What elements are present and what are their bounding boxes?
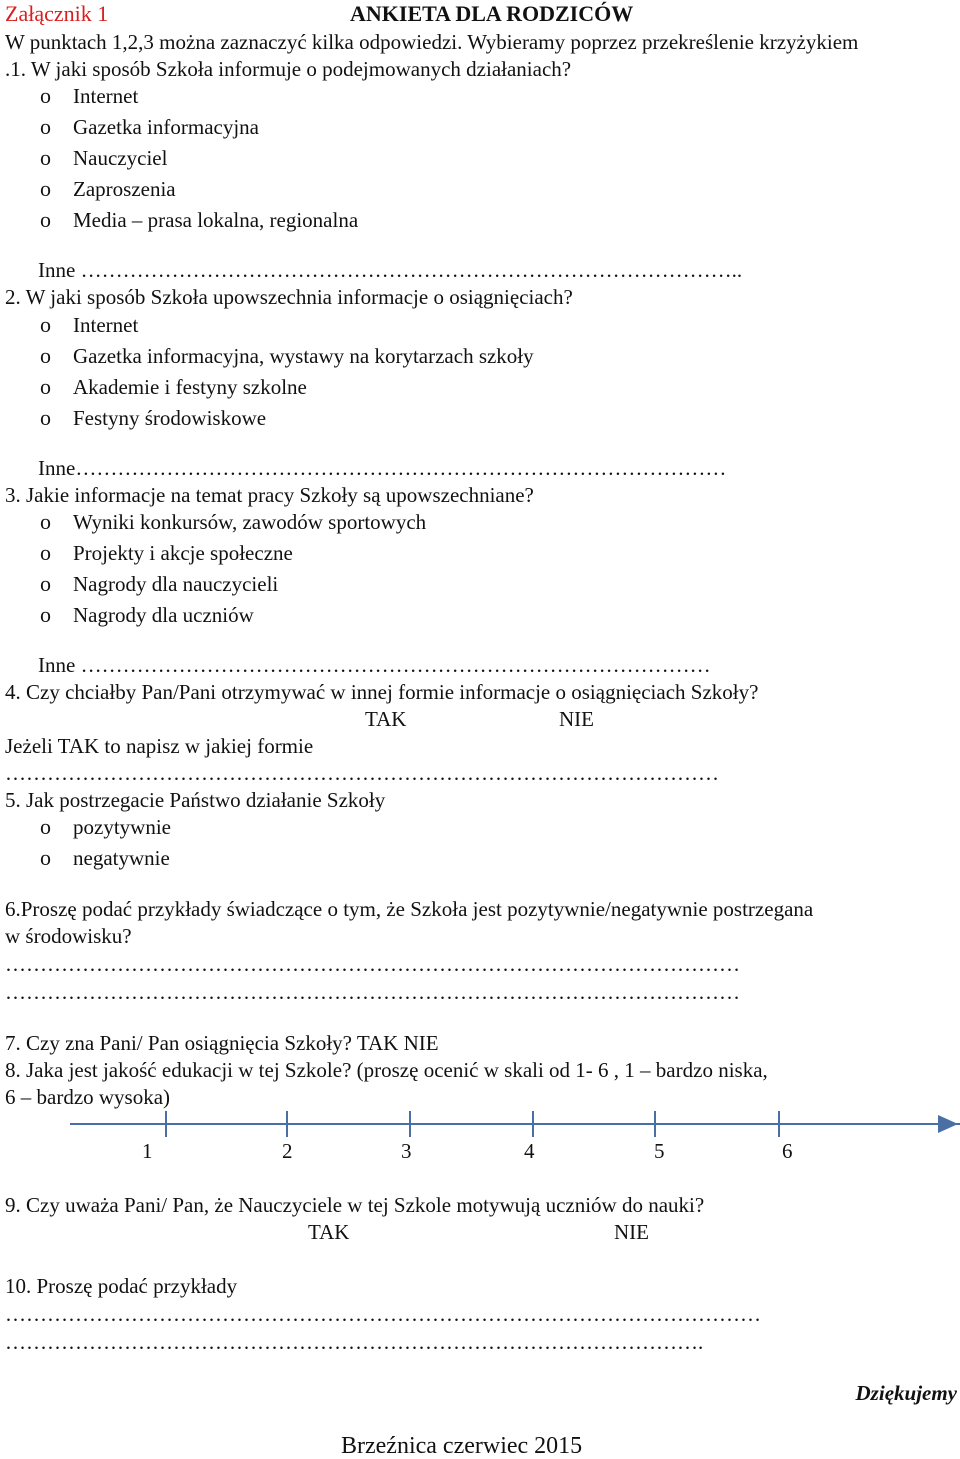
q4-answer-line[interactable]: ………………………………………………………………………………………… <box>5 761 719 785</box>
q5-option-pozytywnie[interactable]: pozytywnie <box>73 815 171 839</box>
q2-option-internet[interactable]: Internet <box>73 313 139 337</box>
question-3: 3. Jakie informacje na temat pracy Szkoły są upowszechniane? <box>5 483 534 507</box>
place-date: Brzeźnica czerwiec 2015 <box>341 1433 583 1459</box>
q3-option-wyniki[interactable]: Wyniki konkursów, zawodów sportowych <box>73 510 427 534</box>
question-10: 10. Proszę podać przykłady <box>5 1274 238 1298</box>
q9-yes-option[interactable]: TAK <box>308 1220 350 1244</box>
q3-option-nagrody-uczniow[interactable]: Nagrody dla uczniów <box>73 603 254 627</box>
q1-option-zaproszenia[interactable]: Zaproszenia <box>73 177 176 201</box>
bullet-icon: o <box>40 312 51 337</box>
bullet-icon: o <box>40 207 51 232</box>
scale-tick <box>778 1111 780 1137</box>
q10-answer-line-1[interactable]: ……………………………………………………………………………………………… <box>5 1302 761 1326</box>
scale-value-6[interactable]: 6 <box>782 1139 793 1163</box>
bullet-icon: o <box>40 814 51 839</box>
question-6: 6.Proszę podać przykłady świadczące o tym, że Szkoła jest pozytywnie/negatywnie postrzegana <box>5 897 814 921</box>
bullet-icon: o <box>40 540 51 565</box>
q2-option-gazetka[interactable]: Gazetka informacyjna, wystawy na korytarzach szkoły <box>73 344 534 368</box>
scale-value-5[interactable]: 5 <box>654 1139 665 1163</box>
bullet-icon: o <box>40 405 51 430</box>
q2-other-field[interactable]: Inne………………………………………………………………………………… <box>38 456 727 480</box>
q2-option-akademie[interactable]: Akademie i festyny szkolne <box>73 375 307 399</box>
q6-answer-line-1[interactable]: …………………………………………………………………………………………… <box>5 952 740 976</box>
scale-value-2[interactable]: 2 <box>282 1139 293 1163</box>
scale-tick <box>165 1111 167 1137</box>
question-6-cont: w środowisku? <box>5 924 132 948</box>
bullet-icon: o <box>40 509 51 534</box>
scale-value-1[interactable]: 1 <box>142 1139 153 1163</box>
question-2: 2. W jaki sposób Szkoła upowszechnia informacje o osiągnięciach? <box>5 285 573 309</box>
bullet-icon: o <box>40 114 51 139</box>
question-8: 8. Jaka jest jakość edukacji w tej Szkole? (proszę ocenić w skali od 1- 6 , 1 – bardzo niska, <box>5 1058 768 1082</box>
scale-tick <box>532 1111 534 1137</box>
scale-tick <box>286 1111 288 1137</box>
q10-answer-line-2[interactable]: ………………………………………………………………………………………. <box>5 1330 704 1354</box>
q1-other-field[interactable]: Inne ………………………………………………………………………………….. <box>38 258 743 282</box>
q5-option-negatywnie[interactable]: negatywnie <box>73 846 170 870</box>
q4-yes-option[interactable]: TAK <box>365 707 407 731</box>
q1-option-gazetka[interactable]: Gazetka informacyjna <box>73 115 259 139</box>
instruction-text: W punktach 1,2,3 można zaznaczyć kilka odpowiedzi. Wybieramy poprzez przekreślenie krzyżykiem <box>5 30 859 54</box>
arrow-right-icon <box>938 1115 958 1133</box>
q1-option-media[interactable]: Media – prasa lokalna, regionalna <box>73 208 359 232</box>
q9-no-option[interactable]: NIE <box>614 1220 649 1244</box>
thanks-text: Dziękujemy <box>855 1381 957 1405</box>
bullet-icon: o <box>40 343 51 368</box>
page-title: ANKIETA DLA RODZICÓW <box>350 1 634 26</box>
q2-option-festyny[interactable]: Festyny środowiskowe <box>73 406 267 430</box>
q3-other-field[interactable]: Inne ……………………………………………………………………………… <box>38 653 711 677</box>
bullet-icon: o <box>40 145 51 170</box>
scale-tick <box>654 1111 656 1137</box>
bullet-icon: o <box>40 845 51 870</box>
q4-followup-text: Jeżeli TAK to napisz w jakiej formie <box>5 734 314 758</box>
q4-no-option[interactable]: NIE <box>559 707 594 731</box>
q1-option-nauczyciel[interactable]: Nauczyciel <box>73 146 168 170</box>
q1-option-internet[interactable]: Internet <box>73 84 139 108</box>
scale-tick <box>409 1111 411 1137</box>
question-4: 4. Czy chciałby Pan/Pani otrzymywać w innej formie informacje o osiągnięciach Szkoły? <box>5 680 759 704</box>
q3-option-projekty[interactable]: Projekty i akcje społeczne <box>73 541 293 565</box>
question-7: 7. Czy zna Pani/ Pan osiągnięcia Szkoły? TAK NIE <box>5 1031 439 1055</box>
annex-label: Załącznik 1 <box>5 1 109 26</box>
scale-value-3[interactable]: 3 <box>401 1139 412 1163</box>
question-1: .1. W jaki sposób Szkoła informuje o podejmowanych działaniach? <box>5 57 572 81</box>
question-5: 5. Jak postrzegacie Państwo działanie Szkoły <box>5 788 386 812</box>
bullet-icon: o <box>40 602 51 627</box>
question-8-cont: 6 – bardzo wysoka) <box>5 1085 171 1109</box>
bullet-icon: o <box>40 571 51 596</box>
question-9: 9. Czy uważa Pani/ Pan, że Nauczyciele w tej Szkole motywują uczniów do nauki? <box>5 1193 705 1217</box>
q3-option-nagrody-nauczycieli[interactable]: Nagrody dla nauczycieli <box>73 572 279 596</box>
bullet-icon: o <box>40 374 51 399</box>
rating-scale-line <box>70 1123 960 1125</box>
bullet-icon: o <box>40 176 51 201</box>
scale-value-4[interactable]: 4 <box>524 1139 535 1163</box>
bullet-icon: o <box>40 83 51 108</box>
q6-answer-line-2[interactable]: …………………………………………………………………………………………… <box>5 980 740 1004</box>
